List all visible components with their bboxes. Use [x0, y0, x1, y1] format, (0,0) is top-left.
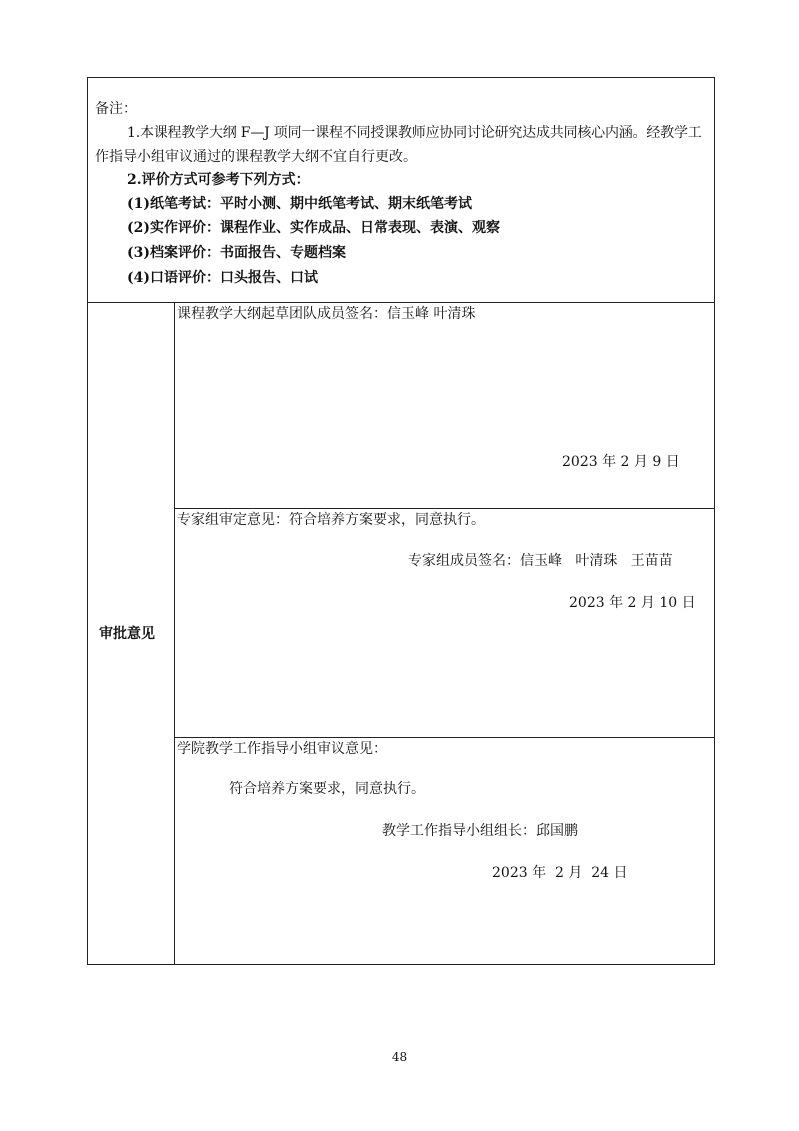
- drafting-signature-label: 课程教学大纲起草团队成员签名：信玉峰 叶清珠: [177, 306, 476, 322]
- notes-item2-title: 2.评价方式可参考下列方式：: [127, 172, 310, 188]
- notes-item1-line2: 作指导小组审议通过的课程教学大纲不宜自行更改。: [95, 149, 417, 165]
- method-item: (1)纸笔考试：平时小测、期中纸笔考试、期末纸笔考试: [127, 196, 472, 212]
- drafting-divider: [174, 508, 715, 509]
- expert-signatures: 专家组成员签名：信玉峰 叶清珠 王苗苗: [408, 553, 673, 569]
- page-number: 48: [391, 1050, 408, 1064]
- expert-divider: [174, 737, 715, 738]
- notes-divider: [87, 302, 715, 303]
- college-opinion: 符合培养方案要求，同意执行。: [229, 781, 425, 797]
- college-opinion-label: 学院教学工作指导小组审议意见：: [177, 741, 387, 757]
- drafting-date: 2023 年 2 月 9 日: [562, 454, 680, 470]
- expert-date: 2023 年 2 月 10 日: [569, 595, 696, 611]
- notes-item1-line1: 1.本课程教学大纲 F—J 项同一课程不同授课教师应协同讨论研究达成共同核心内涵。经教学工: [127, 125, 702, 141]
- college-date: 2023 年 2 月 24 日: [492, 865, 628, 881]
- label-column-divider: [174, 302, 175, 965]
- expert-opinion: 专家组审定意见：符合培养方案要求，同意执行。: [177, 512, 485, 528]
- notes-heading: 备注：: [95, 101, 137, 117]
- method-item: (2)实作评价：课程作业、实作成品、日常表现、表演、观察: [127, 220, 500, 236]
- method-item: (3)档案评价：书面报告、专题档案: [127, 245, 346, 261]
- method-item: (4)口语评价：口头报告、口试: [127, 270, 318, 286]
- college-leader-signature: 教学工作指导小组组长：邱国鹏: [382, 823, 578, 839]
- approval-row-label: 审批意见: [99, 626, 155, 642]
